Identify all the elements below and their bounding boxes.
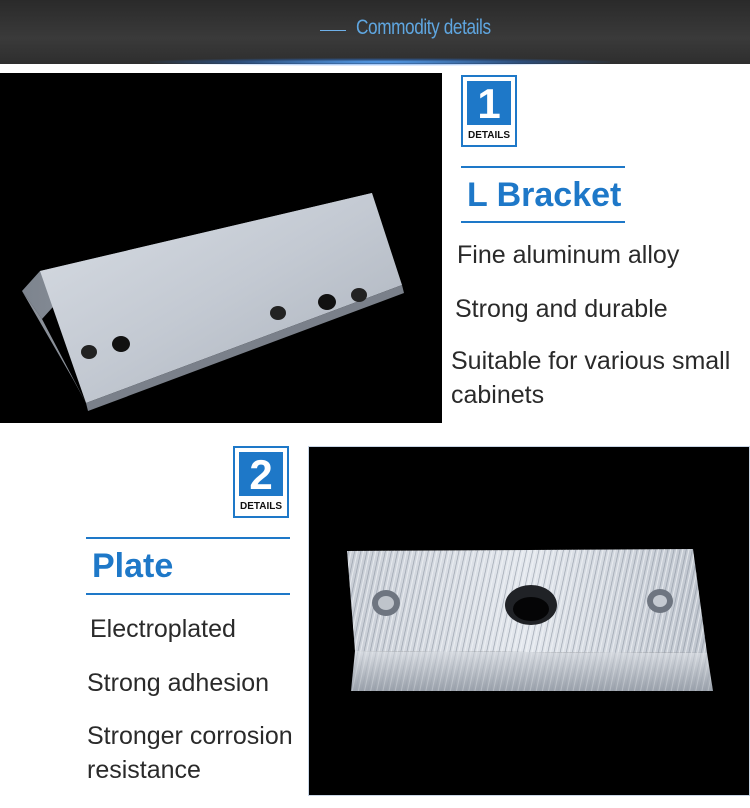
header-dash	[320, 30, 346, 31]
header-bar	[0, 0, 750, 64]
feature-text: Electroplated	[90, 615, 236, 643]
details-badge-2	[233, 446, 289, 518]
badge-label: DETAILS	[467, 130, 511, 141]
plate-photo	[308, 446, 750, 796]
header-glow	[150, 58, 610, 66]
title-rule-top	[86, 537, 290, 539]
details-badge-1	[461, 75, 517, 147]
feature-text: Fine aluminum alloy	[457, 241, 680, 269]
feature-text: Stronger corrosion	[87, 722, 293, 750]
feature-text: resistance	[87, 756, 201, 784]
header-title: Commodity details	[356, 16, 491, 39]
badge-number: 2	[239, 452, 283, 496]
title-rule-bottom	[461, 221, 625, 223]
l-bracket-photo	[0, 73, 442, 423]
feature-text: Strong and durable	[455, 295, 668, 323]
badge-label: DETAILS	[239, 501, 283, 512]
title-rule-top	[461, 166, 625, 168]
l-bracket-title: L Bracket	[467, 176, 622, 214]
badge-number: 1	[467, 81, 511, 125]
feature-text: Suitable for various small	[451, 347, 731, 375]
plate-title: Plate	[92, 547, 174, 585]
feature-text: cabinets	[451, 381, 545, 409]
feature-text: Strong adhesion	[87, 669, 270, 697]
title-rule-bottom	[86, 593, 290, 595]
